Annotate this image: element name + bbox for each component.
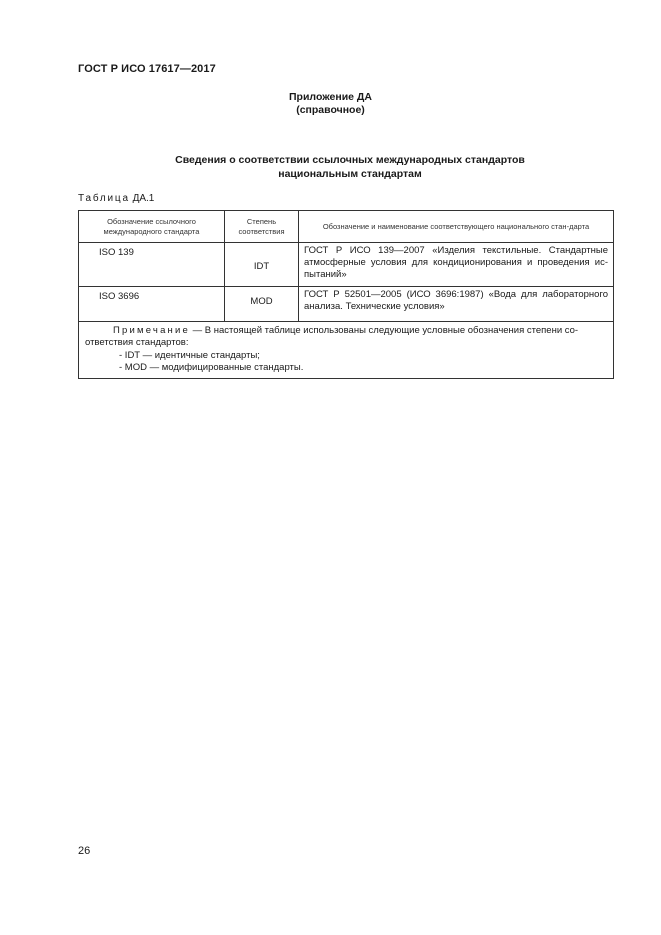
annex-subtitle: (справочное) [296, 104, 365, 116]
table-note [79, 322, 614, 379]
document-code: ГОСТ Р ИСО 17617—2017 [78, 63, 216, 75]
cell-national: ГОСТ Р ИСО 139—2007 «Изделия текстильные. Стандартные атмосферные условия для кондиционирования и проведения ис-пытаний» [299, 243, 614, 287]
standards-table [78, 210, 614, 379]
note-body: — В настоящей таблице использованы следующие условные обозначения степени со-ответствия стандартов: [85, 325, 579, 349]
page-number: 26 [78, 845, 91, 857]
cell-national: ГОСТ Р 52501—2005 (ИСО 3696:1987) «Вода для лабораторного анализа. Технические условия» [299, 287, 614, 322]
header-international-standard: Обозначение ссылочного международного стандарта [79, 211, 225, 243]
annex-title: Приложение ДА [289, 91, 372, 103]
table-label [78, 193, 154, 204]
table-row [79, 287, 614, 322]
note-label: Примечание [113, 325, 190, 336]
table-row [79, 243, 614, 287]
note-text [85, 325, 607, 350]
degree-value: MOD [250, 296, 273, 307]
section-title [0, 153, 661, 181]
section-title-line-1: Сведения о соответствии ссылочных международных стандартов [175, 154, 525, 166]
degree-value: IDT [253, 261, 270, 272]
note-item-mod: - MOD — модифицированные стандарты. [119, 361, 304, 373]
cell-degree [225, 243, 299, 287]
cell-standard: ISO 139 [79, 243, 225, 287]
table-header-row [79, 211, 614, 243]
note-item-idt: - IDT — идентичные стандарты; [119, 349, 260, 361]
section-title-line-2: национальным стандартам [278, 168, 422, 180]
cell-standard: ISO 3696 [79, 287, 225, 322]
table-note-row [79, 322, 614, 379]
header-national-standard: Обозначение и наименование соответствующего национального стан-дарта [299, 211, 614, 243]
header-degree: Степень соответствия [225, 211, 299, 243]
table-label-number: ДА.1 [129, 193, 155, 204]
cell-degree [225, 287, 299, 322]
table-label-word: Таблица [78, 193, 130, 204]
